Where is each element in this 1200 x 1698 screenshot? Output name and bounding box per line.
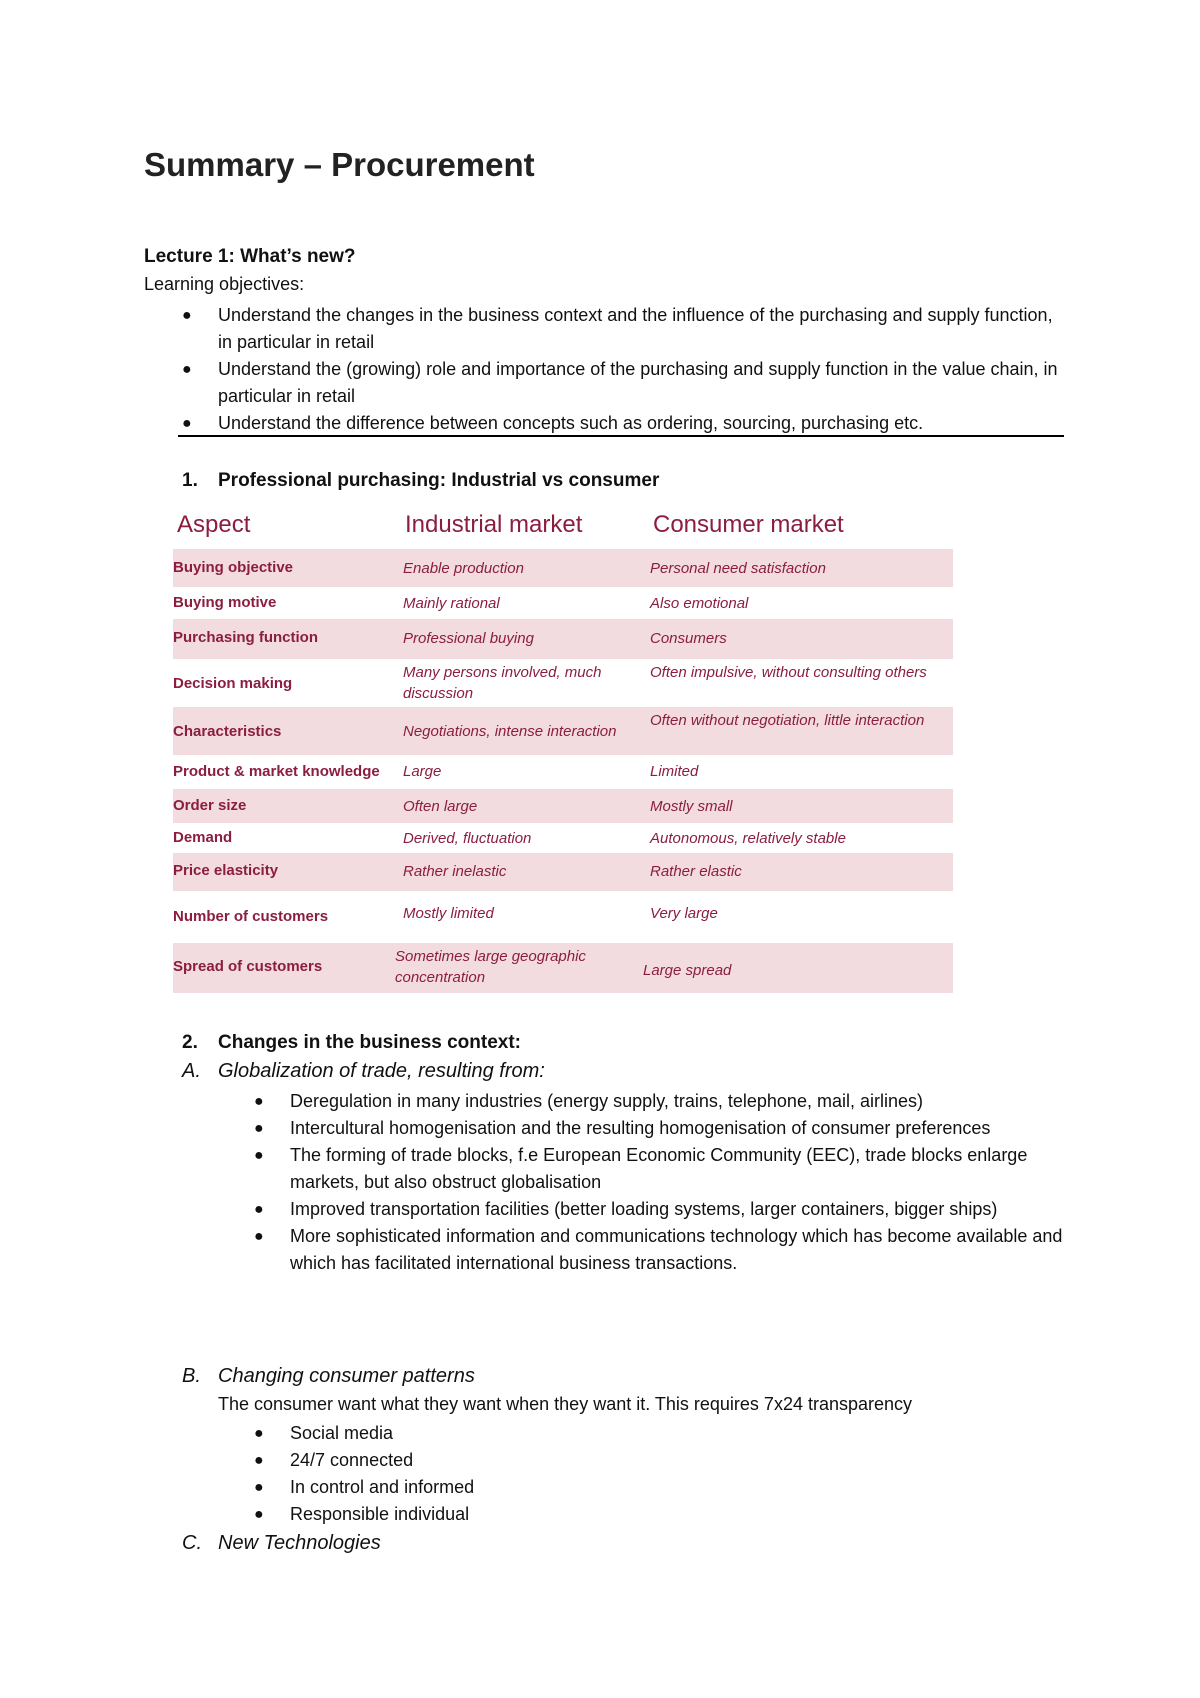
subsection-b-text: The consumer want what they want when they want it. This requires 7x24 transparency	[218, 1394, 913, 1414]
list-item: ● More sophisticated information and communications technology which has become available and which has facilitated international business transactions.	[182, 1223, 1082, 1277]
list-item: ● The forming of trade blocks, f.e European Economic Community (EEC), trade blocks enlarge markets, but also obstruct globalisation	[182, 1142, 1082, 1196]
bullet-icon: ●	[254, 1093, 264, 1110]
bullet-icon: ●	[254, 1425, 264, 1442]
table-row: Price elasticity Rather inelastic Rather elastic	[173, 853, 953, 891]
consumer-patterns-list	[182, 1420, 1082, 1528]
list-item: ● In control and informed	[182, 1474, 1082, 1501]
table-row: Decision making Many persons involved, much discussion Often impulsive, without consulting others	[173, 664, 927, 702]
table-row: Number of customers Mostly limited Very large	[173, 905, 718, 925]
section-1-heading: 1. Professional purchasing: Industrial vs consumer	[182, 470, 660, 491]
bullet-icon: ●	[254, 1147, 264, 1164]
lecture-heading: Lecture 1: What’s new?	[144, 246, 356, 267]
bullet-icon: ●	[254, 1120, 264, 1137]
objectives-list	[144, 302, 1064, 437]
comparison-table	[173, 505, 953, 993]
subsection-c-heading: C. New Technologies	[182, 1532, 381, 1554]
bullet-icon: ●	[254, 1452, 264, 1469]
bullet-icon: ●	[254, 1228, 264, 1245]
header-industrial: Industrial market	[405, 511, 583, 538]
list-item: ● Intercultural homogenisation and the resulting homogenisation of consumer preferences	[182, 1115, 1082, 1142]
list-item: ● Understand the difference between concepts such as ordering, sourcing, purchasing etc.	[144, 410, 1064, 437]
table-row: Demand Derived, fluctuation Autonomous, relatively stable	[173, 829, 846, 847]
list-item: ● Deregulation in many industries (energy supply, trains, telephone, mail, airlines)	[182, 1088, 1082, 1115]
table-row: Characteristics Negotiations, intense interaction Often without negotiation, little interaction	[173, 707, 953, 755]
objectives-label: Learning objectives:	[144, 274, 305, 294]
table-row: Product & market knowledge Large Limited	[173, 763, 699, 780]
bullet-icon: ●	[254, 1506, 264, 1523]
subsection-b-heading: B. Changing consumer patterns	[182, 1365, 475, 1387]
table-row: Buying objective Enable production Personal need satisfaction	[173, 549, 953, 587]
bullet-icon: ●	[254, 1479, 264, 1496]
bullet-icon: ●	[182, 307, 192, 324]
list-item: ● 24/7 connected	[182, 1447, 1082, 1474]
table-row: Purchasing function Professional buying Consumers	[173, 619, 953, 659]
bullet-icon: ●	[182, 361, 192, 378]
list-item: ● Improved transportation facilities (better loading systems, larger containers, bigger ships)	[182, 1196, 1082, 1223]
table-header	[173, 505, 953, 549]
bullet-icon: ●	[254, 1201, 264, 1218]
header-consumer: Consumer market	[653, 511, 844, 538]
globalization-list	[182, 1088, 1082, 1277]
table-row: Order size Often large Mostly small	[173, 789, 953, 823]
header-aspect: Aspect	[177, 511, 251, 538]
subsection-a-heading: A. Globalization of trade, resulting from:	[182, 1060, 545, 1082]
list-item: ● Understand the changes in the business context and the influence of the purchasing and supply function, in particular in retail	[144, 302, 1064, 356]
divider	[178, 435, 1064, 437]
section-2-heading: 2. Changes in the business context:	[182, 1032, 521, 1053]
list-item: ● Understand the (growing) role and importance of the purchasing and supply function in the value chain, in particular in retail	[144, 356, 1064, 410]
table-row: Spread of customers Sometimes large geographic concentration Large spread	[173, 943, 953, 993]
list-item: ● Responsible individual	[182, 1501, 1082, 1528]
list-item: ● Social media	[182, 1420, 1082, 1447]
page-title: Summary – Procurement	[144, 146, 535, 183]
bullet-icon: ●	[182, 415, 192, 432]
table-row: Buying motive Mainly rational Also emotional	[173, 594, 749, 612]
